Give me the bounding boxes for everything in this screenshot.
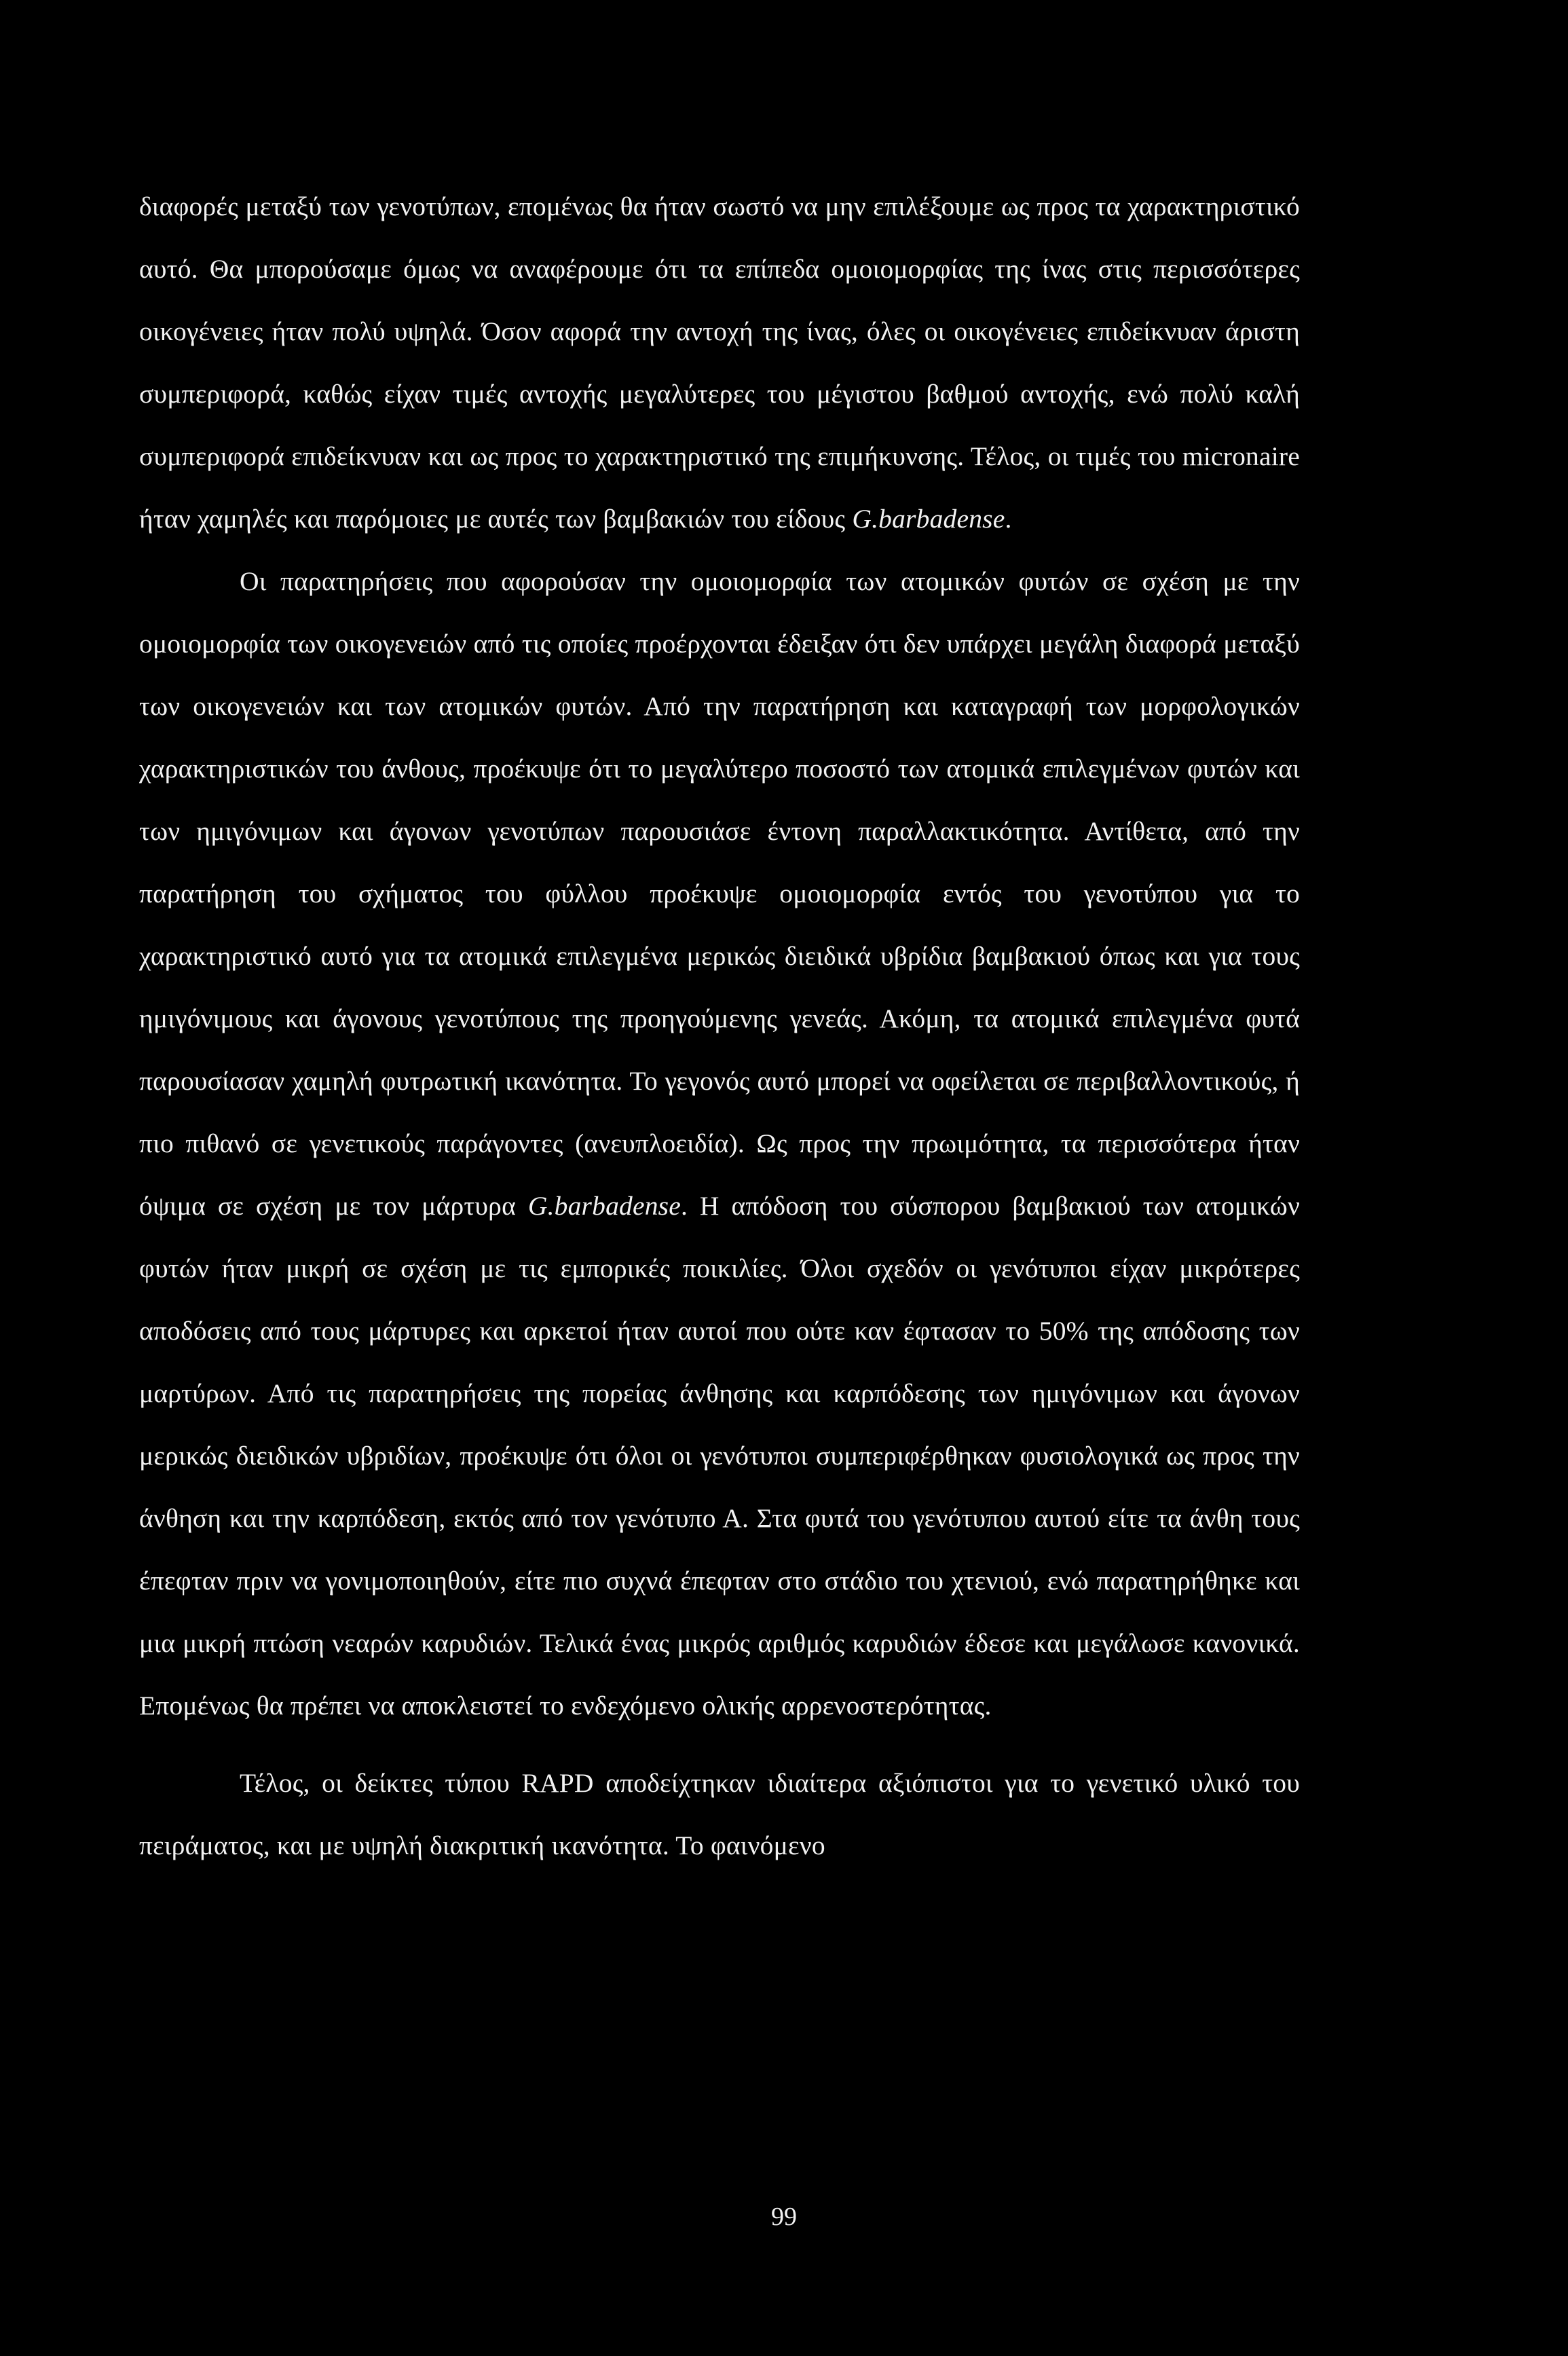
body-text [139, 175, 1300, 1877]
species-name: G.barbadense [527, 1191, 681, 1221]
species-name: G.barbadense [852, 504, 1005, 534]
text-run: Οι παρατηρήσεις που αφορούσαν την ομοιομορφία των ατομικών φυτών σε σχέση με την ομοιομορφία των οικογενειών από τις οποίες προέρχονται έδειξαν ότι δεν υπάρχει μεγάλη διαφορά μεταξύ των οικογενειών και των ατομικών φυτών. Από την παρατήρηση και καταγραφή των μορφολογικών χαρακτηριστικών του άνθους, προέκυψε ότι το μεγαλύτερο ποσοστό των ατομικά επιλεγμένων φυτών και των ημιγόνιμων και άγονων γενοτύπων παρουσιάσε έντονη παραλλακτικότητα. Αντίθετα, από την παρατήρηση του σχήματος του φύλλου προέκυψε ομοιομορφία εντός του γενοτύπου για το χαρακτηριστικό αυτό για τα ατομικά επιλεγμένα μερικώς διειδικά υβρίδια βαμβακιού όπως και για τους ημιγόνιμους και άγονους γενοτύπους της προηγούμενης γενεάς. Ακόμη, τα ατομικά επιλεγμένα φυτά παρουσίασαν χαμηλή φυτρωτική ικανότητα. Το γεγονός αυτό μπορεί να οφείλεται σε περιβαλλοντικούς, ή πιο πιθανό σε γενετικούς παράγοντες (ανευπλοειδία). Ως προς την πρωιμότητα, τα περισσότερα ήταν όψιμα σε σχέση με τον μάρτυρα [139, 566, 1300, 1221]
text-run: . [1005, 504, 1012, 534]
paragraph-3 [139, 1752, 1300, 1877]
page-number: 99 [771, 2203, 797, 2231]
paragraph-1 [139, 175, 1300, 550]
paragraph-2 [139, 550, 1300, 1737]
text-run: Τέλος, οι δείκτες τύπου RAPD αποδείχτηκαν ιδιαίτερα αξιόπιστοι για το γενετικό υλικό του πειράματος, και με υψηλή διακριτική ικανότητα. Το φαινόμενο [139, 1768, 1300, 1860]
text-run: . Η απόδοση του σύσπορου βαμβακιού των ατομικών φυτών ήταν μικρή σε σχέση με τις εμπορικές ποικιλίες. Όλοι σχεδόν οι γενότυποι είχαν μικρότερες αποδόσεις από τους μάρτυρες και αρκετοί ήταν αυτοί που ούτε καν έφτασαν το 50% της απόδοσης των μαρτύρων. Από τις παρατηρήσεις της πορείας άνθησης και καρπόδεσης των ημιγόνιμων και άγονων μερικώς διειδικών υβριδίων, προέκυψε ότι όλοι οι γενότυποι συμπεριφέρθηκαν φυσιολογικά ως προς την άνθηση και την καρπόδεση, εκτός από τον γενότυπο Α. Στα φυτά του γενότυπου αυτού είτε τα άνθη τους έπεφταν πριν να γονιμοποιηθούν, είτε πιο συχνά έπεφταν στο στάδιο του χτενιού, ενώ παρατηρήθηκε και μια μικρή πτώση νεαρών καρυδιών. Τελικά ένας μικρός αριθμός καρυδιών έδεσε και μεγάλωσε κανονικά. Επομένως θα πρέπει να αποκλειστεί το ενδεχόμενο ολικής αρρενοστερότητας. [139, 1191, 1301, 1720]
text-run: διαφορές μεταξύ των γενοτύπων, επομένως θα ήταν σωστό να μην επιλέξουμε ως προς τα χαρακτηριστικό αυτό. Θα μπορούσαμε όμως να αναφέρουμε ότι τα επίπεδα ομοιομορφίας της ίνας στις περισσότερες οικογένειες ήταν πολύ υψηλά. Όσον αφορά την αντοχή της ίνας, όλες οι οικογένειες επιδείκνυαν άριστη συμπεριφορά, καθώς είχαν τιμές αντοχής μεγαλύτερες του μέγιστου βαθμού αντοχής, ενώ πολύ καλή συμπεριφορά επιδείκνυαν και ως προς το χαρακτηριστικό της επιμήκυνσης. Τέλος, οι τιμές του micronaire ήταν χαμηλές και παρόμοιες με αυτές των βαμβακιών του είδους [139, 191, 1300, 534]
